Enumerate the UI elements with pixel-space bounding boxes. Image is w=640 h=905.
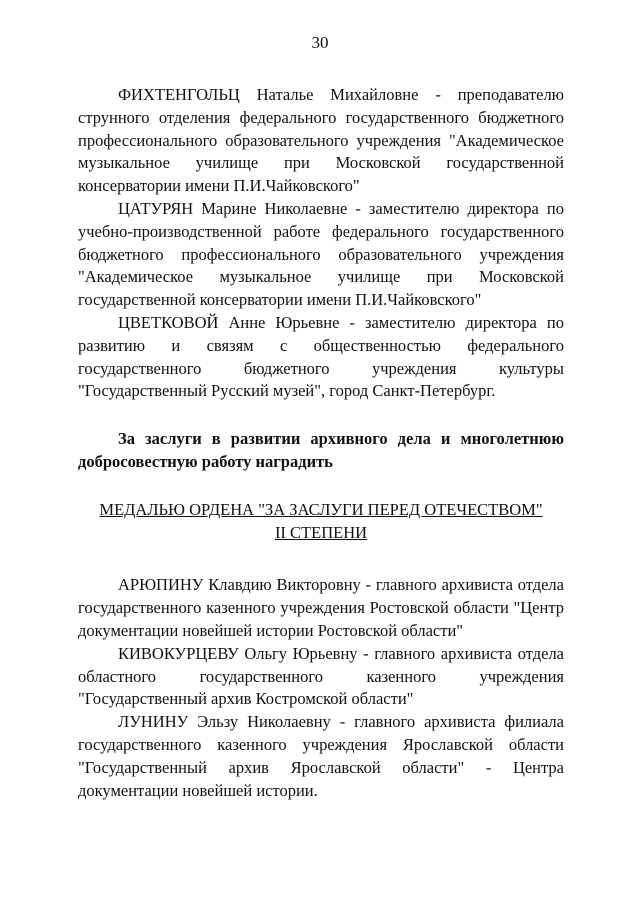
award-paragraph-tsaturyan: ЦАТУРЯН Марине Николаевне - заместителю директора по учебно-производственной работе федерального государственного бюджетного профессионального образовательного учреждения "Академическое музыкальное училище при Московской государственной консерватории имени П.И.Чайковского" xyxy=(78,198,564,310)
page-number: 30 xyxy=(311,33,329,52)
award-paragraph-tsvetkova: ЦВЕТКОВОЙ Анне Юрьевне - заместителю директора по развитию и связям с общественностью федерального государственного бюджетного учреждения культуры "Государственный Русский музей", город Санкт-Петербург. xyxy=(78,312,564,401)
award-title-line1: МЕДАЛЬЮ ОРДЕНА "ЗА ЗАСЛУГИ ПЕРЕД ОТЕЧЕСТВОМ" xyxy=(99,499,543,519)
award-paragraph-aryupina: АРЮПИНУ Клавдию Викторовну - главного архивиста отдела государственного казенного учреждения Ростовской области "Центр документации новейшей истории Ростовской области" xyxy=(78,575,564,640)
award-title xyxy=(78,499,564,545)
decree-statement: За заслуги в развитии архивного дела и многолетнюю добросовестную работу наградить xyxy=(78,429,564,471)
award-paragraph-fikhtengolts: ФИХТЕНГОЛЬЦ Наталье Михайловне - преподавателю струнного отделения федерального государственного бюджетного профессионального образовательного учреждения "Академическое музыкальное училище при Московской государственной консерватории имени П.И.Чайковского" xyxy=(78,85,564,196)
document-body xyxy=(78,84,564,802)
award-title-line2: II СТЕПЕНИ xyxy=(274,522,368,542)
section-spacer xyxy=(78,544,564,574)
award-paragraph-lunina: ЛУНИНУ Эльзу Николаевну - главного архивиста филиала государственного казенного учреждения Ярославской области "Государственный архив Ярославской области" - Центра документации новейшей истории. xyxy=(78,712,564,800)
award-paragraph-kivokurtseva: КИВОКУРЦЕВУ Ольгу Юрьевну - главного архивиста отдела областного государственного казенного учреждения "Государственный архив Костромской области" xyxy=(78,643,564,709)
